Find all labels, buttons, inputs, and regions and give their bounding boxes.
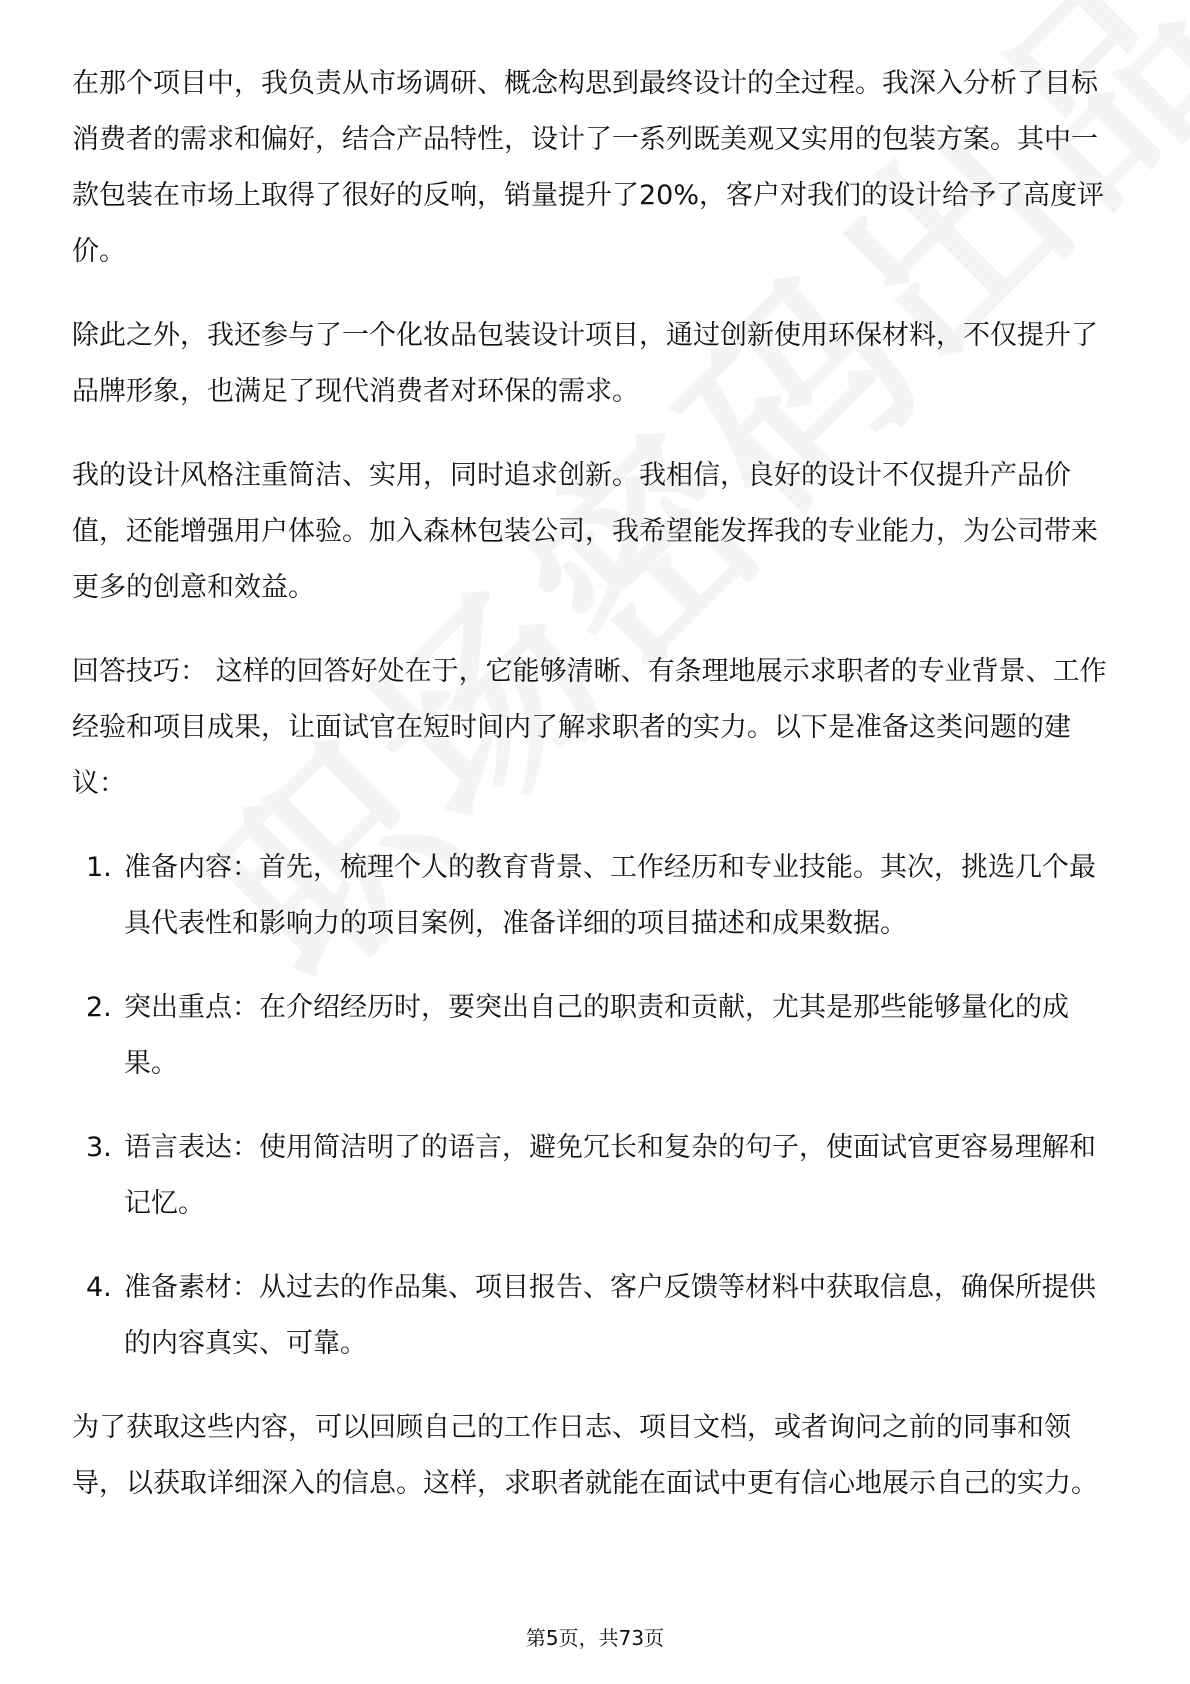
list-item-text: 准备内容：首先，梳理个人的教育背景、工作经历和专业技能。其次，挑选几个最具代表性和影响力的项目案例，准备详细的项目描述和成果数据。 xyxy=(124,852,1096,939)
suggestion-list xyxy=(72,840,1122,1372)
paragraph-answer-tips: 回答技巧： 这样的回答好处在于，它能够清晰、有条理地展示求职者的专业背景、工作经验和项目成果，让面试官在短时间内了解求职者的实力。以下是准备这类问题的建议： xyxy=(72,656,1107,799)
paragraph-cosmetics-project: 除此之外，我还参与了一个化妆品包装设计项目，通过创新使用环保材料，不仅提升了品牌形象，也满足了现代消费者对环保的需求。 xyxy=(72,320,1098,407)
paragraph-design-style: 我的设计风格注重简洁、实用，同时追求创新。我相信，良好的设计不仅提升产品价值，还能增强用户体验。加入森林包装公司，我希望能发挥我的专业能力，为公司带来更多的创意和效益。 xyxy=(72,460,1098,603)
list-item xyxy=(72,1260,1122,1372)
list-item-number: 1. xyxy=(86,852,112,883)
document-body xyxy=(72,56,1122,1540)
list-item-text: 准备素材：从过去的作品集、项目报告、客户反馈等材料中获取信息，确保所提供的内容真实、可靠。 xyxy=(124,1272,1096,1359)
paragraph-project-role: 在那个项目中，我负责从市场调研、概念构思到最终设计的全过程。我深入分析了目标消费者的需求和偏好，结合产品特性，设计了一系列既美观又实用的包装方案。其中一款包装在市场上取得了很好的反响，销量提升了20%，客户对我们的设计给予了高度评价。 xyxy=(72,68,1105,267)
list-item-number: 3. xyxy=(86,1132,112,1163)
page-number: 第5页，共73页 xyxy=(525,1626,665,1650)
list-item-number: 4. xyxy=(86,1272,112,1303)
paragraph-gathering-info: 为了获取这些内容，可以回顾自己的工作日志、项目文档，或者询问之前的同事和领导，以获取详细深入的信息。这样，求职者就能在面试中更有信心地展示自己的实力。 xyxy=(72,1412,1098,1499)
list-item xyxy=(72,840,1122,952)
list-item-text: 突出重点：在介绍经历时，要突出自己的职责和贡献，尤其是那些能够量化的成果。 xyxy=(124,992,1069,1079)
list-item-text: 语言表达：使用简洁明了的语言，避免冗长和复杂的句子，使面试官更容易理解和记忆。 xyxy=(124,1132,1096,1219)
list-item xyxy=(72,1120,1122,1232)
list-item-number: 2. xyxy=(86,992,112,1023)
list-item xyxy=(72,980,1122,1092)
